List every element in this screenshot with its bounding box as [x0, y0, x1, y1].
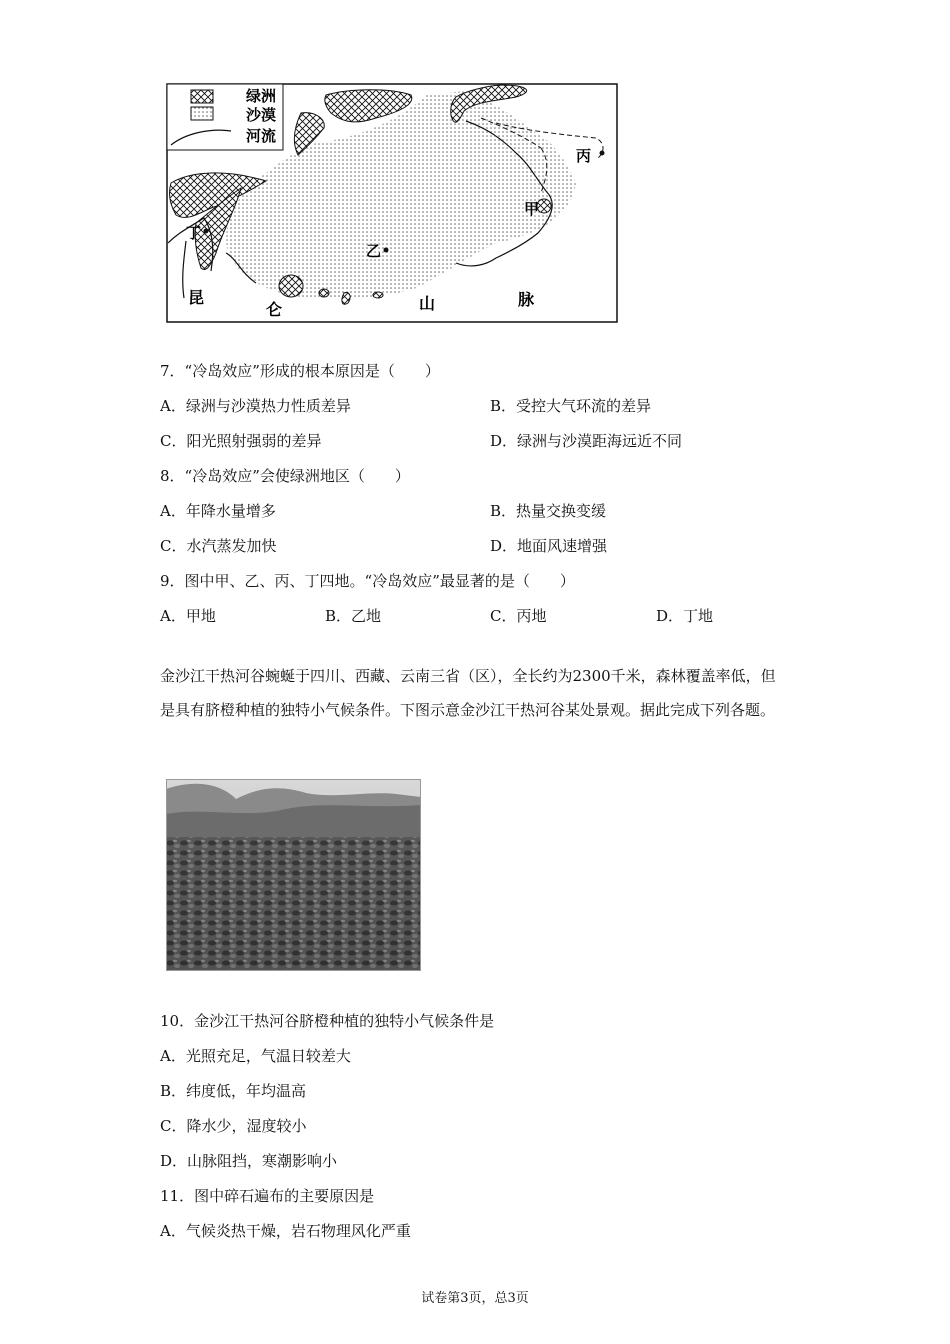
q10-stem: 10．金沙江干热河谷脐橙种植的独特小气候条件是: [160, 1012, 495, 1030]
q7-option-a: A．绿洲与沙漠热力性质差异: [160, 397, 351, 415]
label-ding: 丁: [186, 224, 202, 242]
q8-stem: 8．“冷岛效应”会使绿洲地区（ ）: [160, 467, 410, 485]
mountain-char-2: 仑: [266, 300, 283, 319]
oasis-desert-map: [166, 83, 618, 325]
oasis-small-1: [319, 289, 329, 297]
legend-river: 河流: [246, 127, 277, 145]
q7-option-d: D．绿洲与沙漠距海远近不同: [490, 432, 683, 450]
oasis-small-3: [373, 292, 383, 298]
q9-option-b: B．乙地: [325, 607, 382, 625]
q11-stem: 11．图中碎石遍布的主要原因是: [160, 1187, 375, 1205]
q11-option-a: A．气候炎热干燥，岩石物理风化严重: [160, 1222, 411, 1240]
q9-option-d: D．丁地: [656, 607, 714, 625]
label-yi: 乙: [366, 242, 382, 260]
dry-valley-photo: [166, 779, 421, 971]
q8-option-c: C．水汽蒸发加快: [160, 537, 277, 555]
legend-desert: 沙漠: [246, 106, 277, 124]
q7-option-b: B．受控大气环流的差异: [490, 397, 652, 415]
q9-option-a: A．甲地: [160, 607, 216, 625]
q8-option-b: B．热量交换变缓: [490, 502, 607, 520]
q7-stem: 7．“冷岛效应”形成的根本原因是（ ）: [160, 362, 440, 380]
q10-option-a: A．光照充足，气温日较差大: [160, 1047, 351, 1065]
mountain-char-4: 脉: [518, 290, 535, 309]
legend-oasis: 绿洲: [246, 87, 277, 105]
label-jia: 甲: [524, 200, 540, 218]
q10-option-c: C．降水少，湿度较小: [160, 1117, 307, 1135]
mountain-char-3: 山: [419, 294, 436, 313]
q10-option-b: B．纬度低，年均温高: [160, 1082, 307, 1100]
oasis-jia: [537, 199, 551, 213]
q10-option-d: D．山脉阻挡，寒潮影响小: [160, 1152, 338, 1170]
passage-text: 金沙江干热河谷蜿蜒于四川、西藏、云南三省（区），全长约为2300千米，森林覆盖率低，但是具有脐橙种植的独特小气候条件。下图示意金沙江干热河谷某处景观。据此完成下列各题。: [160, 667, 776, 719]
q9-option-c: C．丙地: [490, 607, 547, 625]
q9-stem: 9．图中甲、乙、丙、丁四地。“冷岛效应”最显著的是（ ）: [160, 572, 575, 590]
label-bing: 丙: [576, 147, 592, 165]
q8-option-d: D．地面风速增强: [490, 537, 608, 555]
oasis-small-2: [342, 293, 350, 305]
q7-option-c: C．阳光照射强弱的差异: [160, 432, 322, 450]
q8-option-a: A．年降水量增多: [160, 502, 276, 520]
mountain-char-1: 昆: [188, 288, 205, 307]
oasis-south: [279, 275, 303, 297]
page-footer: 试卷第3页，总3页: [421, 1291, 529, 1306]
